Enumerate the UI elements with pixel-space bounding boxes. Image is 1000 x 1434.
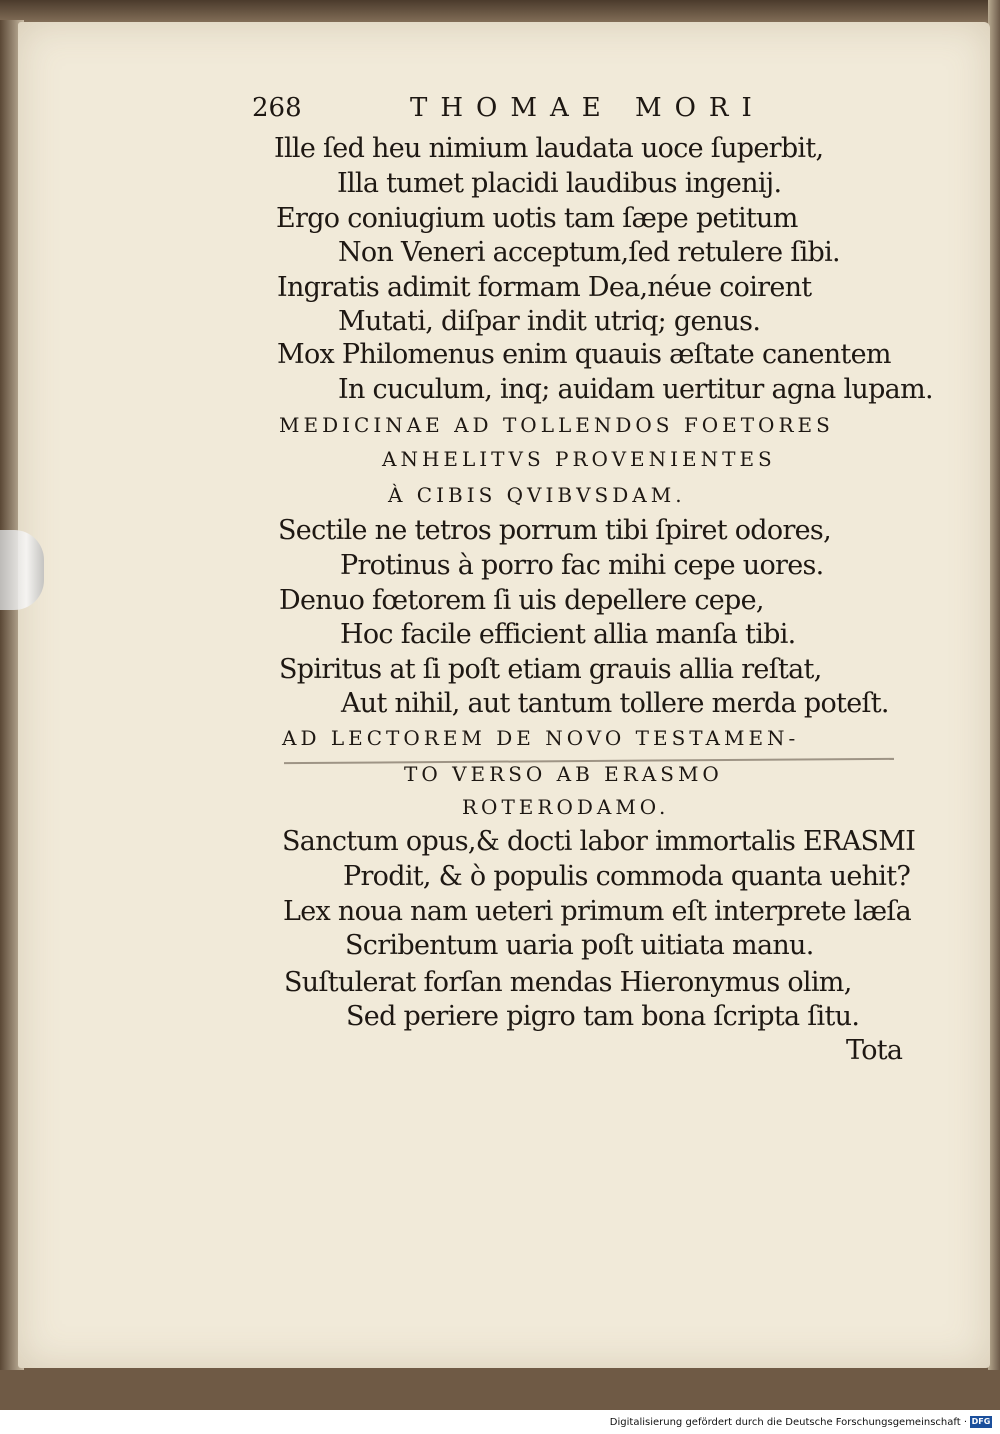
- section-heading: AD LECTOREM DE NOVO TESTAMEN-: [282, 726, 800, 750]
- verse-line: Spiritus at ſi poſt etiam grauis allia reſtat,: [279, 654, 822, 685]
- verse-line: Non Veneri acceptum,ſed retulere ſibi.: [338, 237, 840, 268]
- verse-line: Hoc facile efficient allia manſa tibi.: [340, 619, 796, 650]
- section-heading: TO VERSO AB ERASMO: [404, 762, 723, 786]
- section-heading: À CIBIS QVIBVSDAM.: [388, 483, 686, 507]
- verse-line: Ergo coniugium uotis tam ſæpe petitum: [276, 203, 798, 234]
- footer-text: Digitalisierung gefördert durch die Deutsche Forschungsgemeinschaft ·: [609, 1416, 967, 1428]
- verse-line: Protinus à porro fac mihi cepe uores.: [340, 550, 824, 581]
- verse-line: Lex noua nam ueteri primum eſt interprete læſa: [283, 896, 912, 927]
- verse-line: Sanctum opus,& docti labor immortalis ERASMI: [282, 826, 916, 857]
- page-number: 268: [252, 93, 302, 123]
- running-title: THOMAE MORI: [410, 93, 765, 123]
- verse-line: Illa tumet placidi laudibus ingenij.: [337, 168, 782, 199]
- verse-line: Mutati, diſpar indit utriq; genus.: [338, 306, 761, 337]
- verse-line: Suſtulerat forſan mendas Hieronymus olim,: [284, 967, 852, 998]
- verse-line: Aut nihil, aut tantum tollere merda poteſt.: [341, 688, 889, 719]
- verse-line: Sectile ne tetros porrum tibi ſpiret odores,: [278, 515, 831, 546]
- verse-line: Prodit, & ò populis commoda quanta uehit?: [343, 861, 911, 892]
- verse-line: Denuo fœtorem ſi uis depellere cepe,: [279, 585, 764, 616]
- section-heading: ANHELITVS PROVENIENTES: [382, 447, 776, 471]
- dfg-logo-icon: DFG: [971, 1417, 991, 1426]
- digitization-footer: [610, 1416, 992, 1428]
- verse-line: Scribentum uaria poſt uitiata manu.: [345, 930, 814, 961]
- verse-line: Ille ſed heu nimium laudata uoce ſuperbit,: [274, 133, 824, 164]
- section-heading: MEDICINAE AD TOLLENDOS FOETORES: [279, 413, 834, 437]
- section-heading: ROTERODAMO.: [462, 795, 670, 819]
- verse-line: Sed periere pigro tam bona ſcripta ſitu.: [346, 1001, 860, 1032]
- catchword: Tota: [846, 1035, 903, 1066]
- verse-line: Mox Philomenus enim quauis æſtate canentem: [277, 339, 891, 370]
- verse-line: Ingratis adimit formam Dea,néue coirent: [277, 272, 812, 303]
- verse-line: In cuculum, inq; auidam uertitur agna lupam.: [338, 374, 933, 405]
